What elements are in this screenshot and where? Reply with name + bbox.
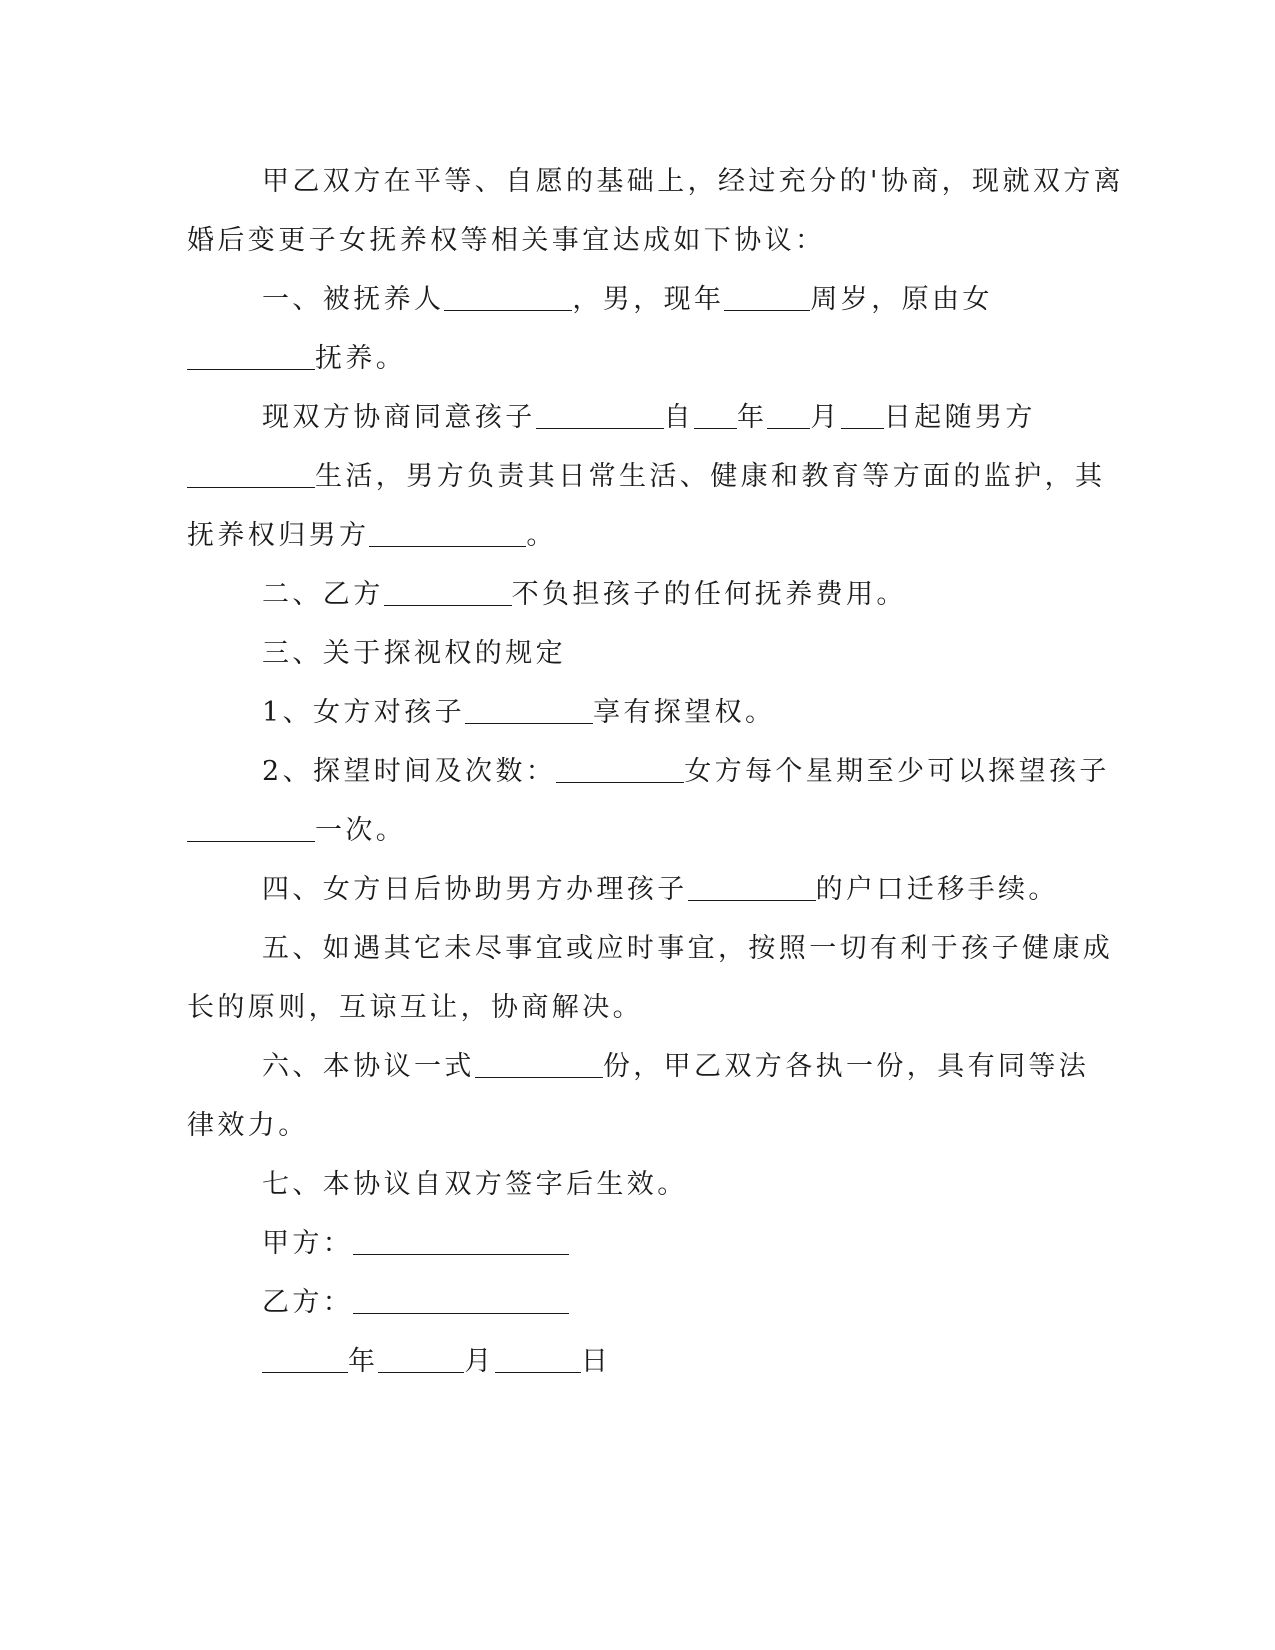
clause-3-2-line-2 bbox=[187, 813, 406, 849]
day-blank[interactable] bbox=[841, 402, 884, 429]
signature-blank[interactable] bbox=[353, 1228, 569, 1255]
text-segment: ，男，现年 bbox=[572, 284, 725, 315]
clause-3-2-line-1 bbox=[262, 754, 1110, 790]
fill-in-blank[interactable] bbox=[688, 874, 816, 901]
clause-1-line-2 bbox=[187, 341, 406, 377]
month-blank[interactable] bbox=[378, 1346, 464, 1373]
text-segment: 月 bbox=[810, 402, 841, 433]
text-segment: 日起随男方 bbox=[883, 402, 1036, 433]
custody-line-3 bbox=[187, 518, 557, 554]
text-segment: 四、女方日后协助男方办理孩子 bbox=[262, 874, 688, 905]
text-segment: 享有探望权。 bbox=[592, 697, 776, 728]
text-segment: 七、本协议自双方签字后生效。 bbox=[262, 1169, 688, 1200]
text-segment: 长的原则，互谅互让，协商解决。 bbox=[187, 992, 643, 1023]
text-segment: 自 bbox=[663, 402, 695, 433]
text-segment: 五、如遇其它未尽事宜或应时事宜，按照一切有利于孩子健康成 bbox=[262, 933, 1114, 964]
text-segment: 一、被抚养人 bbox=[262, 284, 445, 315]
day-blank[interactable] bbox=[495, 1346, 581, 1373]
fill-in-blank[interactable] bbox=[556, 756, 684, 783]
fill-in-blank[interactable] bbox=[475, 1051, 603, 1078]
year-blank[interactable] bbox=[694, 402, 737, 429]
clause-4 bbox=[262, 872, 1059, 908]
text-segment: 生活，男方负责其日常生活、健康和教育等方面的监护，其 bbox=[315, 461, 1106, 492]
text-segment: 一次。 bbox=[315, 815, 407, 846]
clause-5-line-2 bbox=[187, 990, 643, 1026]
text-segment: 现双方协商同意孩子 bbox=[262, 402, 536, 433]
custody-line-2 bbox=[187, 459, 1105, 495]
text-segment: 年 bbox=[348, 1346, 379, 1377]
intro-line-2 bbox=[187, 223, 825, 259]
text-segment: 不负担孩子的任何抚养费用。 bbox=[511, 579, 907, 610]
text-segment: 份，甲乙双方各执一份，具有同等法 bbox=[602, 1051, 1090, 1082]
fill-in-blank[interactable] bbox=[536, 402, 664, 429]
text-segment: 婚后变更子女抚养权等相关事宜达成如下协议： bbox=[187, 225, 826, 256]
clause-1-line-1 bbox=[262, 282, 993, 318]
party-b-label: 乙方： bbox=[262, 1287, 354, 1318]
text-segment: 女方每个星期至少可以探望孩子 bbox=[684, 756, 1110, 787]
text-segment: 周岁，原由女 bbox=[810, 284, 993, 315]
fill-in-blank[interactable] bbox=[369, 520, 526, 547]
fill-in-blank[interactable] bbox=[444, 284, 572, 311]
fill-in-blank[interactable] bbox=[187, 343, 315, 370]
text-segment: 的户口迁移手续。 bbox=[815, 874, 1059, 905]
fill-in-blank[interactable] bbox=[465, 697, 593, 724]
clause-2 bbox=[262, 577, 907, 613]
text-segment: 2、探望时间及次数： bbox=[262, 756, 557, 787]
signature-blank[interactable] bbox=[353, 1287, 569, 1314]
party-a-signature bbox=[262, 1226, 569, 1262]
fill-in-blank[interactable] bbox=[384, 579, 512, 606]
intro-line-1 bbox=[262, 164, 1124, 200]
text-segment: 六、本协议一式 bbox=[262, 1051, 475, 1082]
clause-5-line-1 bbox=[262, 931, 1113, 967]
fill-in-blank[interactable] bbox=[187, 461, 315, 488]
text-segment: 月 bbox=[464, 1346, 495, 1377]
signing-date bbox=[262, 1344, 611, 1380]
clause-3-1 bbox=[262, 695, 775, 731]
clause-3-heading bbox=[262, 636, 566, 672]
clause-6-line-1 bbox=[262, 1049, 1089, 1085]
month-blank[interactable] bbox=[767, 402, 810, 429]
text-segment: 抚养权归男方 bbox=[187, 520, 370, 551]
clause-6-line-2 bbox=[187, 1108, 309, 1144]
custody-line-1 bbox=[262, 400, 1036, 436]
year-blank[interactable] bbox=[262, 1346, 348, 1373]
text-segment: 三、关于探视权的规定 bbox=[262, 638, 566, 669]
text-segment: 年 bbox=[737, 402, 768, 433]
clause-7 bbox=[262, 1167, 688, 1203]
text-segment: 日 bbox=[580, 1346, 612, 1377]
fill-in-blank[interactable] bbox=[724, 284, 810, 311]
text-segment: 1、女方对孩子 bbox=[262, 697, 465, 728]
fill-in-blank[interactable] bbox=[187, 815, 315, 842]
text-segment: 甲乙双方在平等、自愿的基础上，经过充分的'协商，现就双方离 bbox=[262, 166, 1125, 197]
party-a-label: 甲方： bbox=[262, 1228, 354, 1259]
text-segment: 二、乙方 bbox=[262, 579, 384, 610]
text-segment: 律效力。 bbox=[187, 1110, 309, 1141]
party-b-signature bbox=[262, 1285, 569, 1321]
text-segment: 。 bbox=[526, 520, 557, 551]
text-segment: 抚养。 bbox=[315, 343, 407, 374]
